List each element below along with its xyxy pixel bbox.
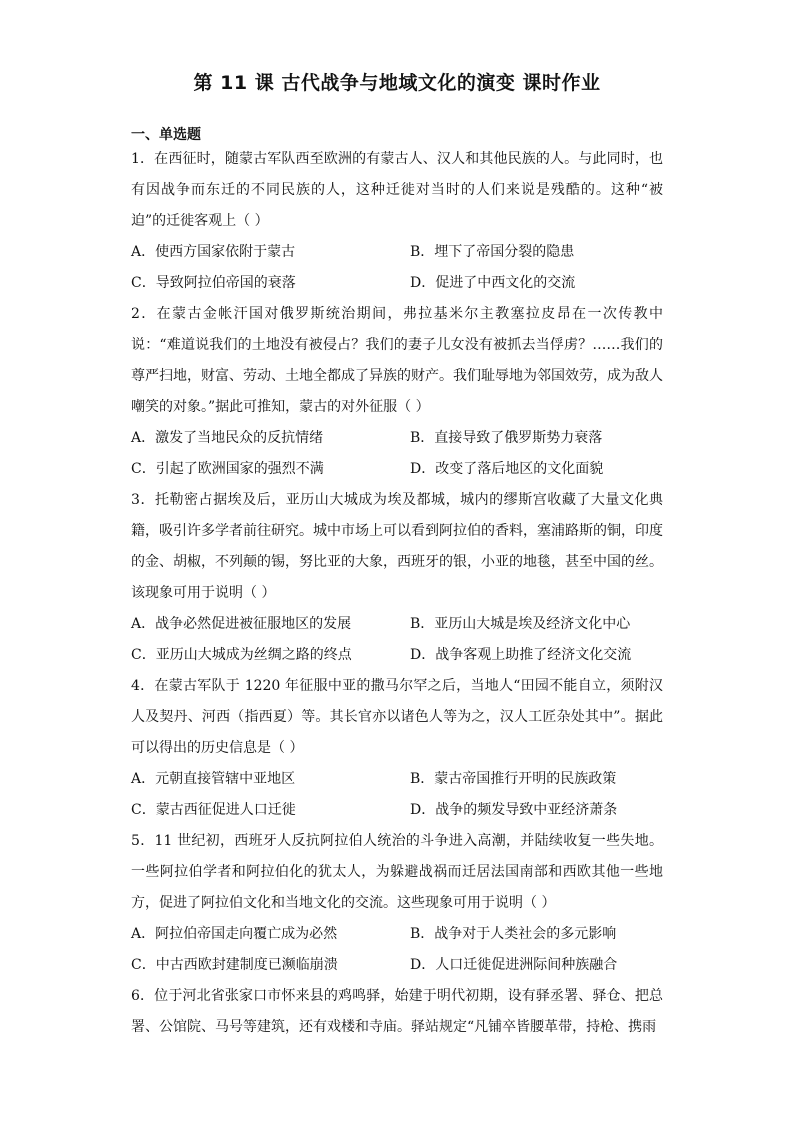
option-b: B．战争对于人类社会的多元影响 [410,926,617,942]
option-c: C．亚历山大城成为丝绸之路的终点 [131,647,352,663]
option-a: A．使西方国家依附于蒙古 [131,244,296,260]
option-a: A．阿拉伯帝国走向覆亡成为必然 [131,926,338,942]
option-b: B．蒙古帝国推行开明的民族政策 [410,771,617,787]
question-stem: 1．在西征时，随蒙古军队西至欧洲的有蒙古人、汉人和其他民族的人。与此同时，也有因战争而东迁的不同民族的人，这种迁徙对当时的人们来说是残酷的。这种“被迫”的迁徙客观上（ ） [131,151,663,229]
option-a: A．战争必然促进被征服地区的发展 [131,616,352,632]
option-grid [131,919,663,981]
option-c: C．引起了欧洲国家的强烈不满 [131,461,324,477]
option-d: D．促进了中西文化的交流 [410,275,576,291]
option-c: C．中古西欧封建制度已濒临崩溃 [131,957,338,973]
question-stem: 4．在蒙古军队于 1220 年征服中亚的撒马尔罕之后，当地人“田园不能自立，须附汉人及契丹、河西（指西夏）等。其长官亦以诸色人等为之，汉人工匠杂处其中”。据此可以得出的历史信息是（ ） [131,678,663,756]
question-2 [131,299,663,485]
option-grid [131,764,663,826]
option-a: A．激发了当地民众的反抗情绪 [131,430,324,446]
section-heading: 一、单选题 [131,127,201,143]
option-grid [131,609,663,671]
question-3 [131,485,663,671]
page-title: 第 11 课 古代战争与地域文化的演变 课时作业 [193,72,601,94]
option-d: D．人口迁徙促进洲际间种族融合 [410,957,618,973]
question-stem: 5．11 世纪初，西班牙人反抗阿拉伯人统治的斗争进入高潮，并陆续收复一些失地。一些阿拉伯学者和阿拉伯化的犹太人，为躲避战祸而迁居法国南部和西欧其他一些地方，促进了阿拉伯文化和当地文化的交流。这些现象可用于说明（ ） [131,833,663,911]
option-c: C．导致阿拉伯帝国的衰落 [131,275,296,291]
option-b: B．亚历山大城是埃及经济文化中心 [410,616,631,632]
option-d: D．改变了落后地区的文化面貌 [410,461,604,477]
question-list [131,144,663,1043]
option-d: D．战争的频发导致中亚经济萧条 [410,802,618,818]
option-grid [131,237,663,299]
option-grid [131,423,663,485]
option-d: D．战争客观上助推了经济文化交流 [410,647,632,663]
option-b: B．直接导致了俄罗斯势力衰落 [410,430,603,446]
option-a: A．元朝直接管辖中亚地区 [131,771,296,787]
question-5 [131,826,663,981]
question-4 [131,671,663,826]
option-c: C．蒙古西征促进人口迁徙 [131,802,296,818]
question-stem: 3．托勒密占据埃及后，亚历山大城成为埃及都城，城内的缪斯宫收藏了大量文化典籍，吸引许多学者前往研究。城中市场上可以看到阿拉伯的香料，塞浦路斯的铜，印度的金、胡椒，不列颠的锡，努比亚的大象，西班牙的银，小亚的地毯，甚至中国的丝。该现象可用于说明（ ） [131,492,663,601]
option-b: B．埋下了帝国分裂的隐患 [410,244,575,260]
question-stem: 2．在蒙古金帐汗国对俄罗斯统治期间，弗拉基米尔主教塞拉皮昂在一次传教中说：“难道说我们的土地没有被侵占？我们的妻子儿女没有被抓去当俘虏？……我们的尊严扫地，财富、劳动、土地全都成了异族的财产。我们耻辱地为邻国效劳，成为敌人嘲笑的对象。”据此可推知，蒙古的对外征服（ ） [131,306,663,415]
question-6 [131,981,663,1043]
question-1 [131,144,663,299]
question-stem: 6．位于河北省张家口市怀来县的鸡鸣驿，始建于明代初期，设有驿丞署、驿仓、把总署、公馆院、马号等建筑，还有戏楼和寺庙。驿站规定“凡铺卒皆腰革带，持枪、携雨 [131,988,663,1035]
